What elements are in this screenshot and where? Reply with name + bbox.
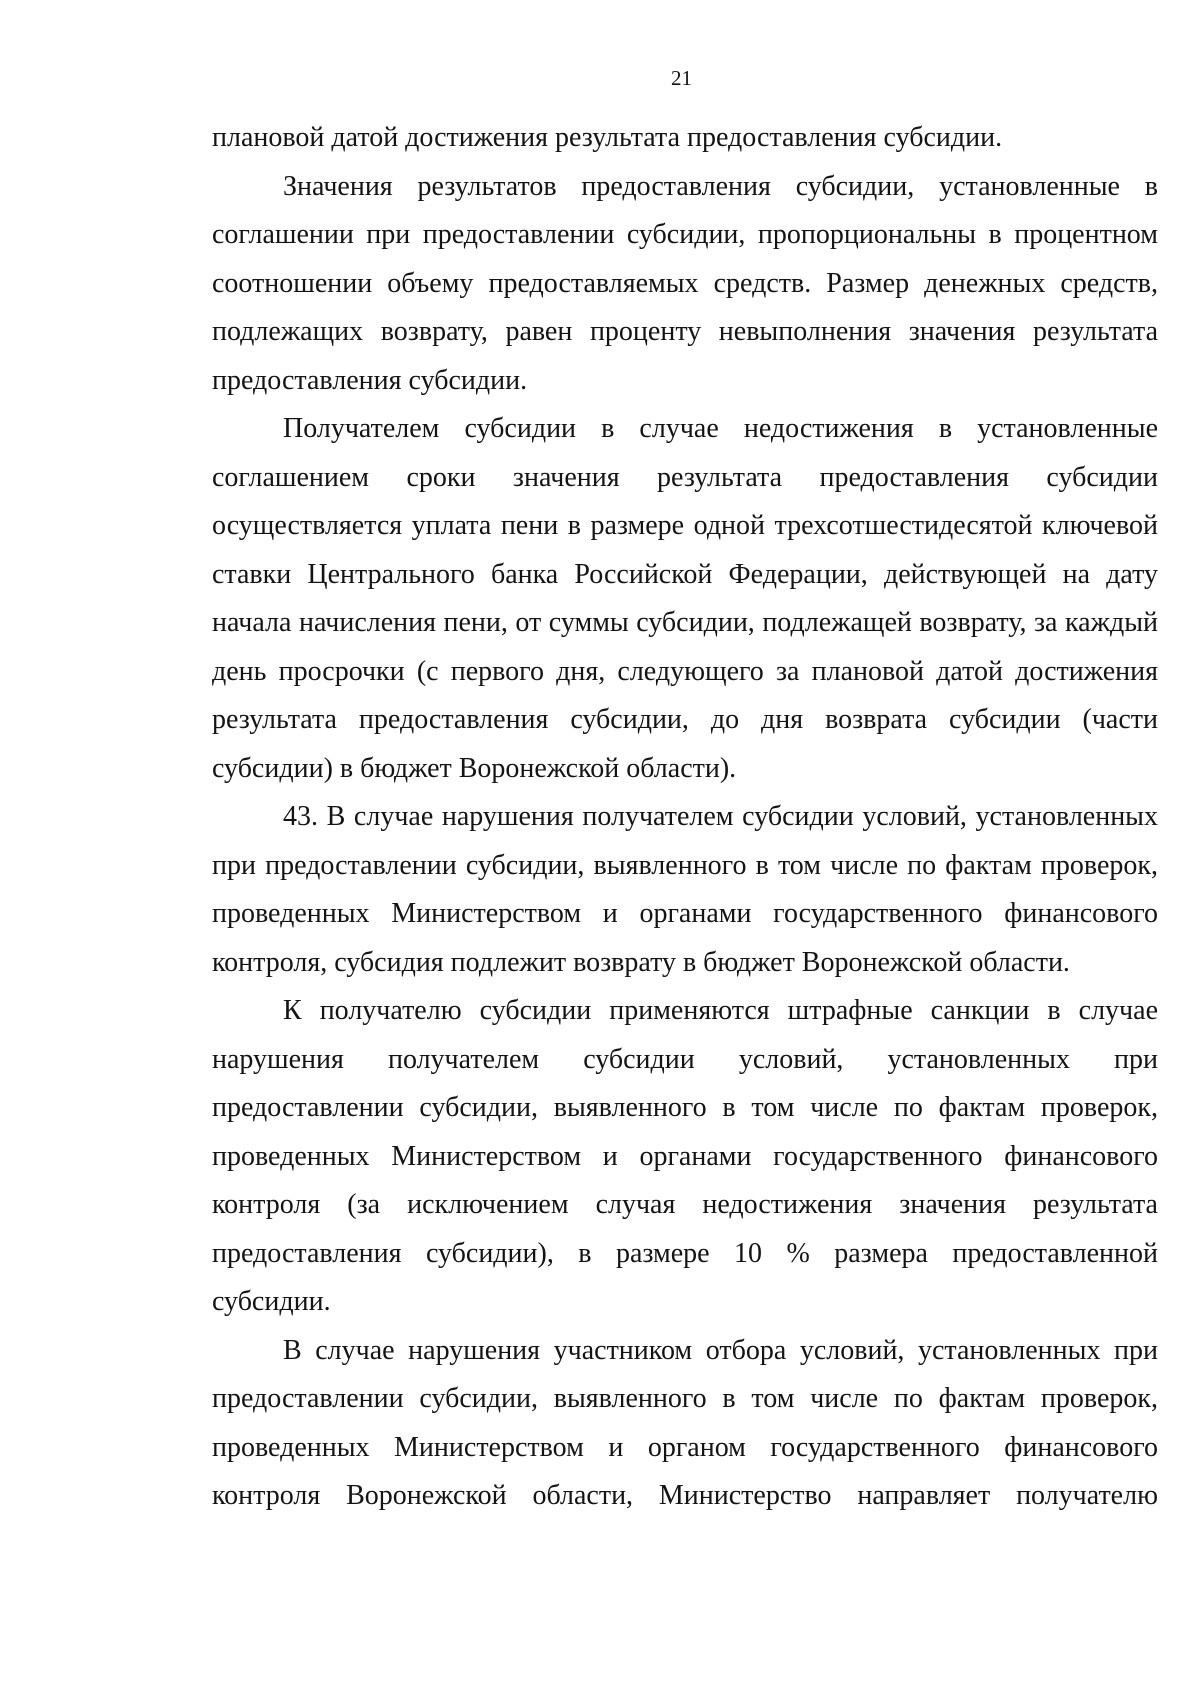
paragraph-result-values: Значения результатов предоставления субсидии, установленные в соглашении при предоставлении субсидии, пропорциональны в процентном соотношении объему предоставляемых средств. Размер денежных средств, подлежащих возврату, равен проценту невыполнения значения результата предоставления субсидии. — [212, 170, 1158, 396]
paragraph-continuation: плановой датой достижения результата предоставления субсидии. — [212, 122, 1003, 153]
paragraph-penalty: Получателем субсидии в случае недостижения в установленные соглашением сроки значения результата предоставления субсидии осуществляется уплата пени в размере одной трехсотшестидесятой ключевой ставки Центрального банка Российской Федерации, действующей на дату начала начисления пени, от суммы субсидии, подлежащей возврату, за каждый день просрочки (с первого дня, следующего за плановой датой достижения результата предоставления субсидии, до дня возврата субсидии (части субсидии) в бюджет Воронежской области). — [212, 413, 1158, 784]
page-number: 21 — [671, 66, 692, 90]
paragraph-selection-violation: В случае нарушения участником отбора условий, установленных при предоставлении субсидии, выявленного в том числе по фактам проверок, проведенных Министерством и органом государственного финансового контроля Воронежской области, Министерство направляет получателю — [212, 1334, 1158, 1511]
document-body — [212, 114, 1158, 1521]
paragraph-item-43: 43. В случае нарушения получателем субсидии условий, установленных при предоставлении субсидии, выявленного в том числе по фактам проверок, проведенных Министерством и органами государственного финансового контроля, субсидия подлежит возврату в бюджет Воронежской области. — [212, 801, 1158, 978]
paragraph-fines: К получателю субсидии применяются штрафные санкции в случае нарушения получателем субсидии условий, установленных при предоставлении субсидии, выявленного в том числе по фактам проверок, проведенных Министерством и органами государственного финансового контроля (за исключением случая недостижения значения результата предоставления субсидии), в размере 10 % размера предоставленной субсидии. — [212, 995, 1158, 1317]
